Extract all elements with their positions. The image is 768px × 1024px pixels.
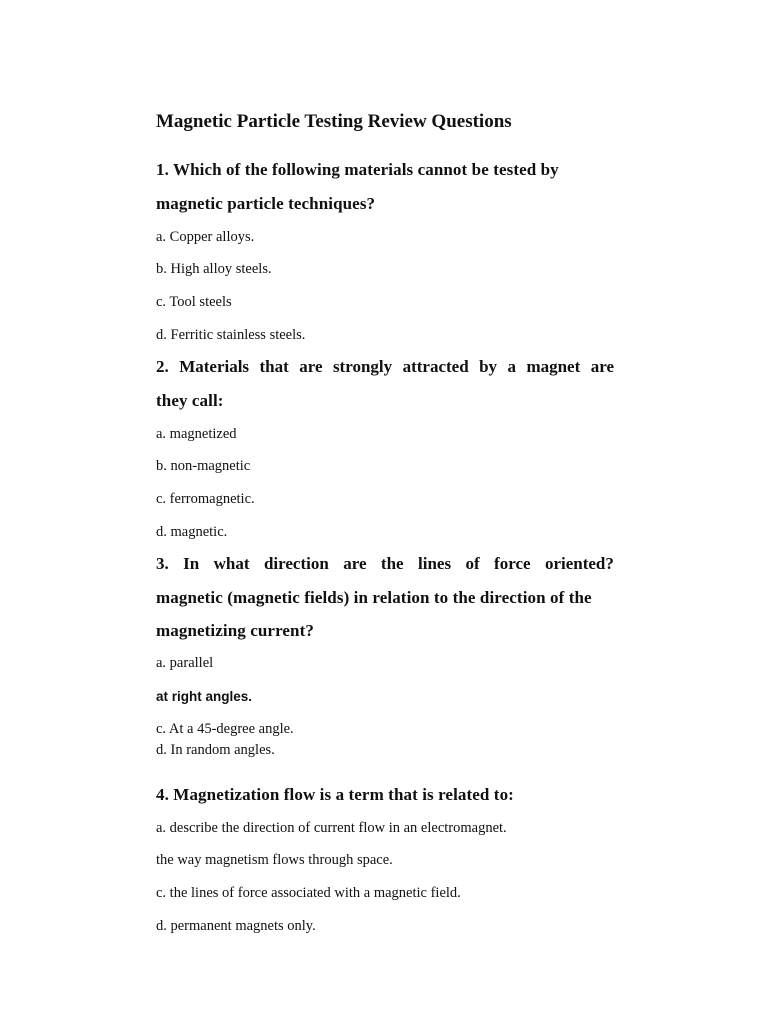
question-3-option-d: d. In random angles. <box>156 742 275 758</box>
question-1-option-a: a. Copper alloys. <box>156 229 255 245</box>
word: a <box>507 357 516 376</box>
question-2-option-b: b. non-magnetic <box>156 458 251 474</box>
question-3-line-2: magnetic (magnetic fields) in relation to the direction of the <box>156 588 592 607</box>
word: by <box>479 357 498 376</box>
word: direction <box>263 554 329 573</box>
question-1-line-1: 1. Which of the following materials cannot be tested by <box>156 160 559 179</box>
question-3-line-1 <box>156 554 614 574</box>
question-4-option-b: the way magnetism flows through space. <box>156 852 393 868</box>
word: Materials <box>179 357 250 376</box>
question-1-option-b: b. High alloy steels. <box>156 261 272 277</box>
word: 2. <box>156 357 169 376</box>
word: magnet <box>526 357 581 376</box>
question-2-option-a: a. magnetized <box>156 426 237 442</box>
word: are <box>299 357 323 376</box>
question-3-option-b: at right angles. <box>156 689 253 704</box>
question-1-line-2: magnetic particle techniques? <box>156 194 376 213</box>
question-2-option-d: d. magnetic. <box>156 524 228 540</box>
word: the <box>380 554 404 573</box>
word: oriented? <box>544 554 614 573</box>
document-title: Magnetic Particle Testing Review Questions <box>156 111 512 132</box>
word: are <box>343 554 367 573</box>
question-1-option-d: d. Ferritic stainless steels. <box>156 327 306 343</box>
word: that <box>259 357 289 376</box>
word: lines <box>418 554 452 573</box>
question-3-line-3: magnetizing current? <box>156 621 314 640</box>
question-4-option-c: c. the lines of force associated with a magnetic field. <box>156 885 461 901</box>
word: force <box>494 554 531 573</box>
question-4-option-d: d. permanent magnets only. <box>156 918 316 934</box>
question-2-line-2: they call: <box>156 391 224 410</box>
word: 3. <box>156 554 169 573</box>
word: attracted <box>402 357 469 376</box>
question-3-option-c: c. At a 45-degree angle. <box>156 721 294 737</box>
word: In <box>183 554 200 573</box>
word: what <box>213 554 250 573</box>
word: are <box>590 357 614 376</box>
question-3-option-a: a. parallel <box>156 655 214 671</box>
question-1-option-c: c. Tool steels <box>156 294 232 310</box>
word: of <box>465 554 480 573</box>
word: strongly <box>332 357 393 376</box>
question-2-option-c: c. ferromagnetic. <box>156 491 255 507</box>
question-2-line-1 <box>156 357 614 377</box>
question-4-line-1: 4. Magnetization flow is a term that is related to: <box>156 785 514 804</box>
question-4-option-a: a. describe the direction of current flow in an electromagnet. <box>156 820 507 836</box>
